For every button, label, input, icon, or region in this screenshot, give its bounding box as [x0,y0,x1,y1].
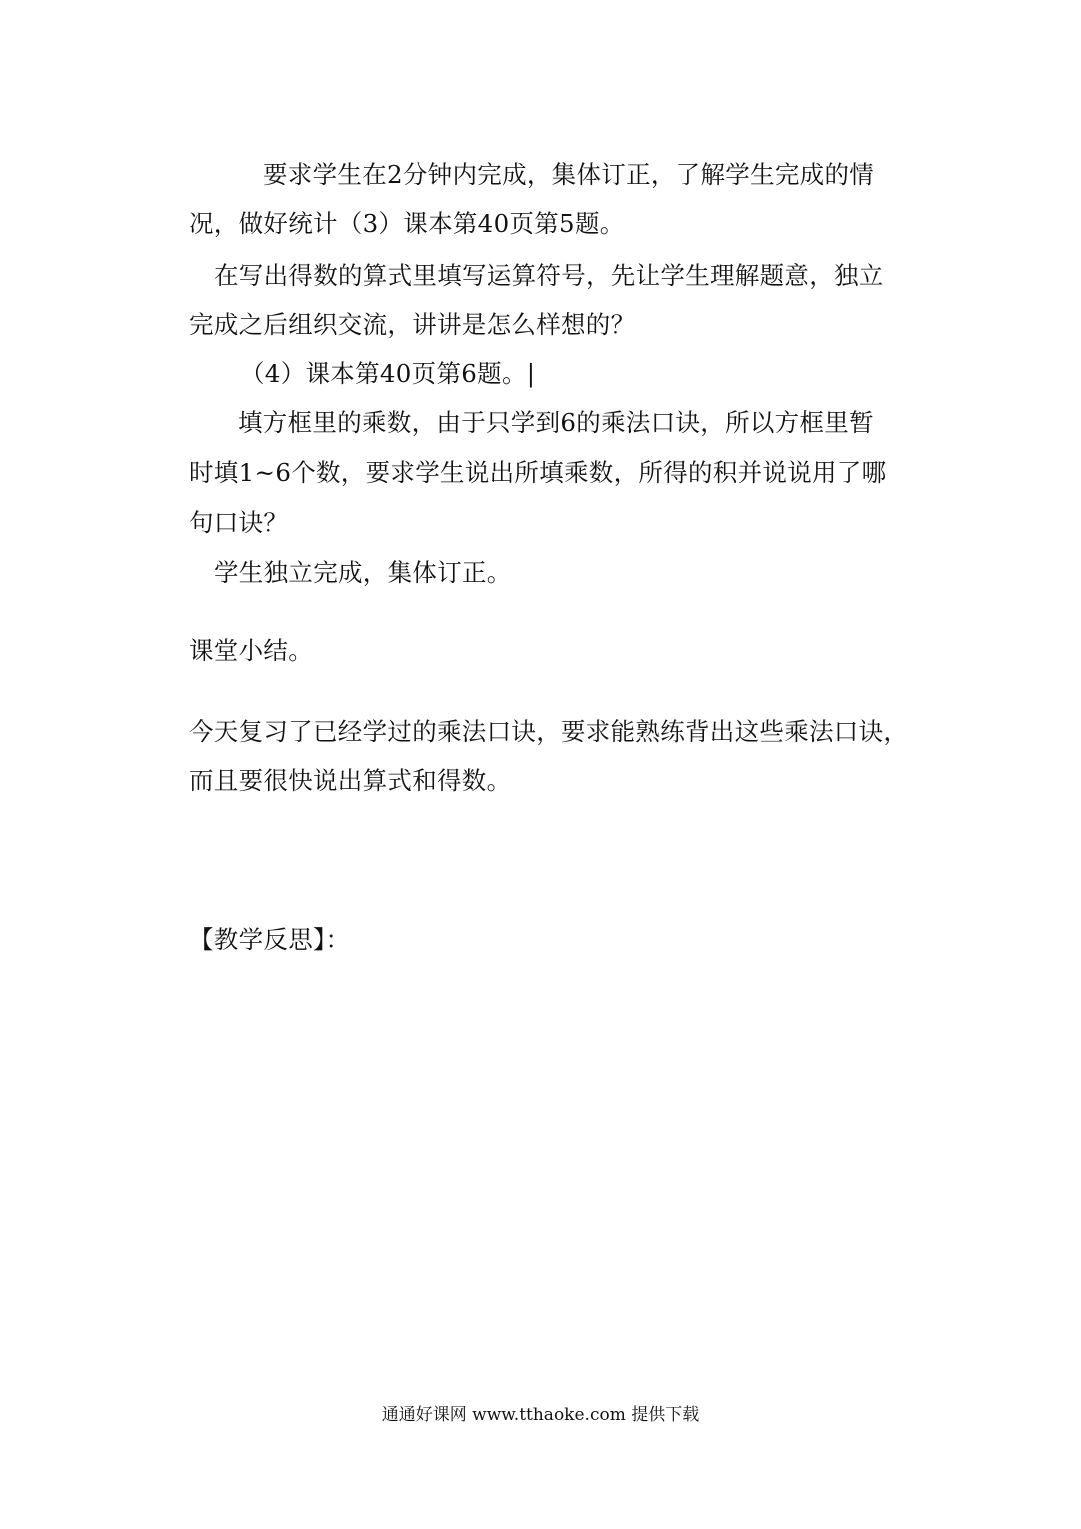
paragraph-line-6: 填方框里的乘数，由于只学到6的乘法口诀，所以方框里暂 [238,408,874,437]
paragraph-line-7: 时填1~6个数，要求学生说出所填乘数，所得的积并说说用了哪 [189,458,887,487]
page-footer: 通通好课网 www.tthaoke.com 提供下载 [381,1405,700,1425]
paragraph-line-5: （4）课本第40页第6题。| [240,359,536,388]
paragraph-line-1: 要求学生在2分钟内完成，集体订正，了解学生完成的情 [263,160,875,189]
paragraph-line-8: 句口诀？ [189,508,289,537]
paragraph-line-11: 而且要很快说出算式和得数。 [189,766,512,795]
section-heading-reflection: 【教学反思】： [189,925,351,954]
paragraph-line-4: 完成之后组织交流，讲讲是怎么样想的？ [189,310,636,339]
paragraph-line-3: 在写出得数的算式里填写运算符号，先让学生理解题意，独立 [214,261,884,290]
paragraph-line-2: 况，做好统计（3）课本第40页第5题。 [189,209,625,238]
section-heading-summary: 课堂小结。 [189,636,313,665]
paragraph-line-10: 今天复习了已经学过的乘法口诀，要求能熟练背出这些乘法口诀， [189,717,909,746]
paragraph-line-9: 学生独立完成，集体订正。 [214,558,512,587]
